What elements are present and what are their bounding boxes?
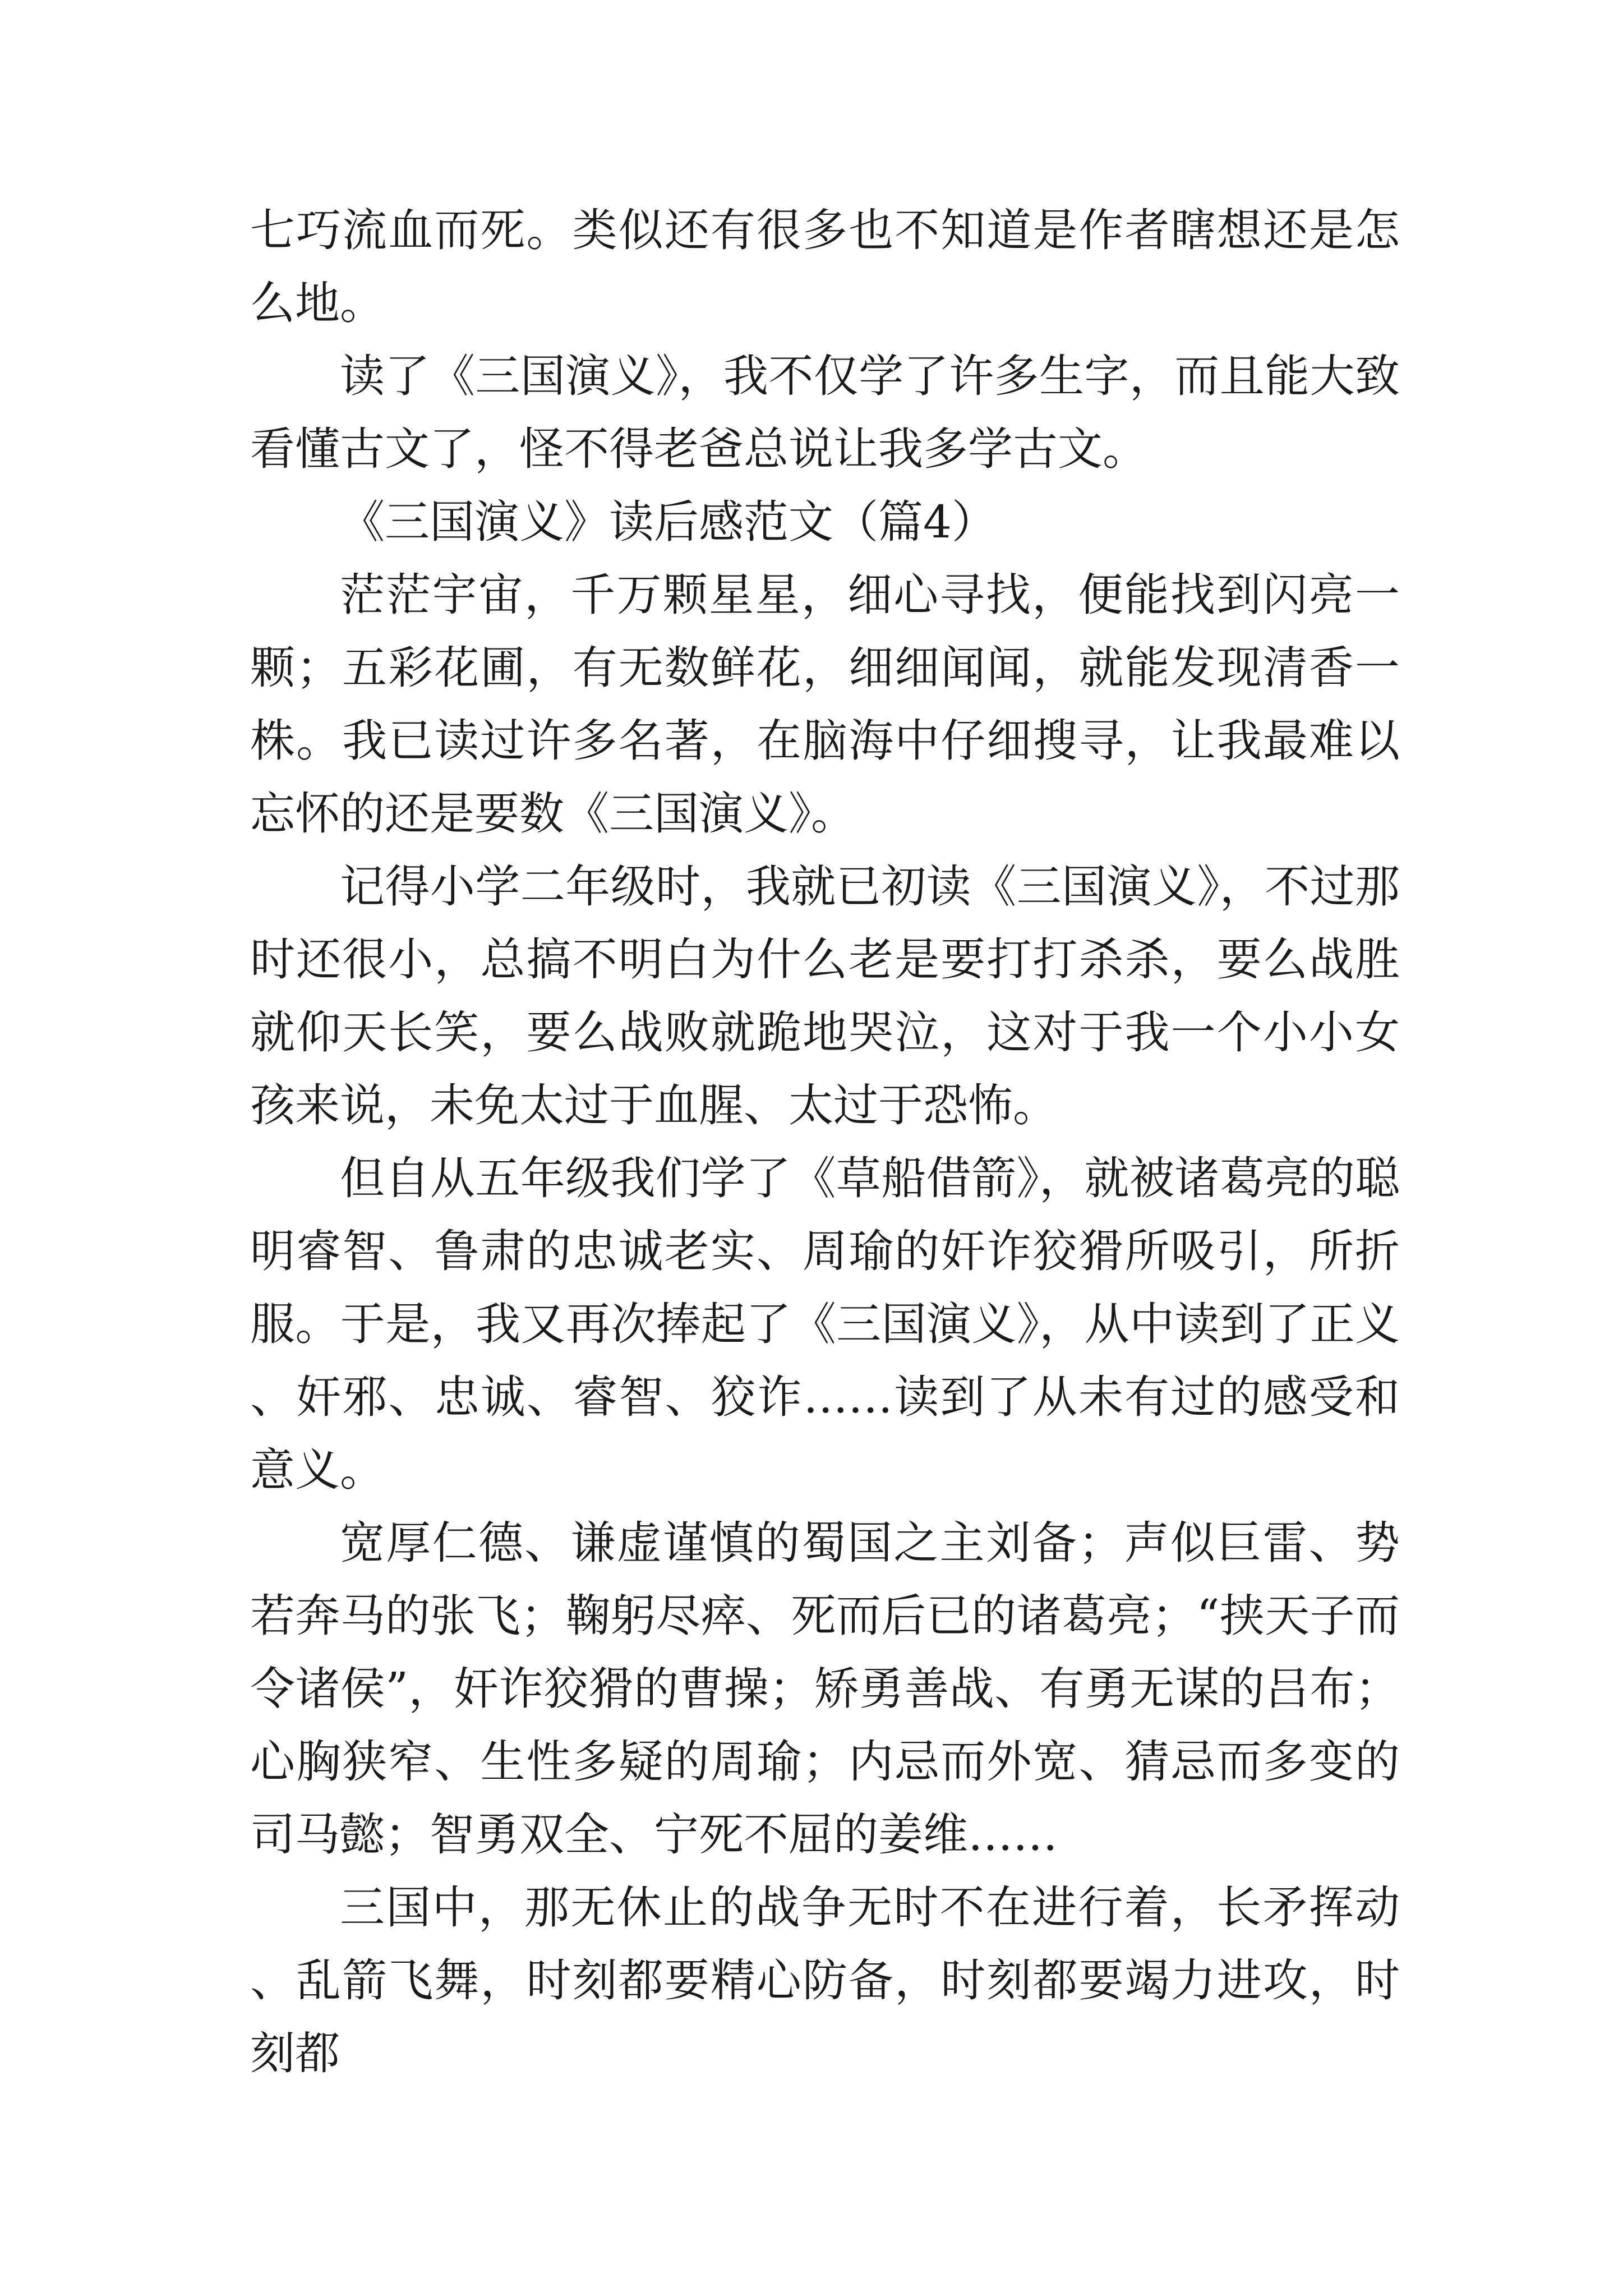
paragraph-5: 但自从五年级我们学了《草船借箭》，就被诸葛亮的聪明睿智、鲁肃的忠诚老实、周瑜的奸诈狡猾所吸引，所折服。于是，我又再次捧起了《三国演义》，从中读到了正义、奸邪、忠诚、睿智、狡诈……读到了从未有过的感受和意义。: [250, 1152, 1400, 1496]
paragraph-3: 茫茫宇宙，千万颗星星，细心寻找，便能找到闪亮一颗；五彩花圃，有无数鲜花，细细闻闻，就能发现清香一株。我已读过许多名著，在脑海中仔细搜寻，让我最难以忘怀的还是要数《三国演义》。: [250, 569, 1400, 840]
paragraph-2: 读了《三国演义》，我不仅学了许多生字，而且能大致看懂古文了，怪不得老爸总说让我多学古文。: [250, 350, 1400, 475]
paragraph-1: 七巧流血而死。类似还有很多也不知道是作者瞎想还是怎么地。: [250, 204, 1400, 329]
section-heading: 《三国演义》读后感范文（篇4）: [340, 496, 997, 548]
document-page: [250, 194, 1400, 2090]
paragraph-7: 三国中，那无休止的战争无时不在进行着，长矛挥动、乱箭飞舞，时刻都要精心防备，时刻都要竭力进攻，时刻都: [250, 1881, 1400, 2079]
paragraph-4: 记得小学二年级时，我就已初读《三国演义》，不过那时还很小，总搞不明白为什么老是要打打杀杀，要么战胜就仰天长笑，要么战败就跪地哭泣，这对于我一个小小女孩来说，未免太过于血腥、太过于恐怖。: [250, 861, 1400, 1131]
paragraph-6: 宽厚仁德、谦虚谨慎的蜀国之主刘备；声似巨雷、势若奔马的张飞；鞠躬尽瘁、死而后已的诸葛亮；“挟天子而令诸侯”，奸诈狡猾的曹操；矫勇善战、有勇无谋的吕布；心胸狭窄、生性多疑的周瑜；内忌而外宽、猜忌而多变的司马懿；智勇双全、宁死不屈的姜维……: [250, 1517, 1400, 1861]
